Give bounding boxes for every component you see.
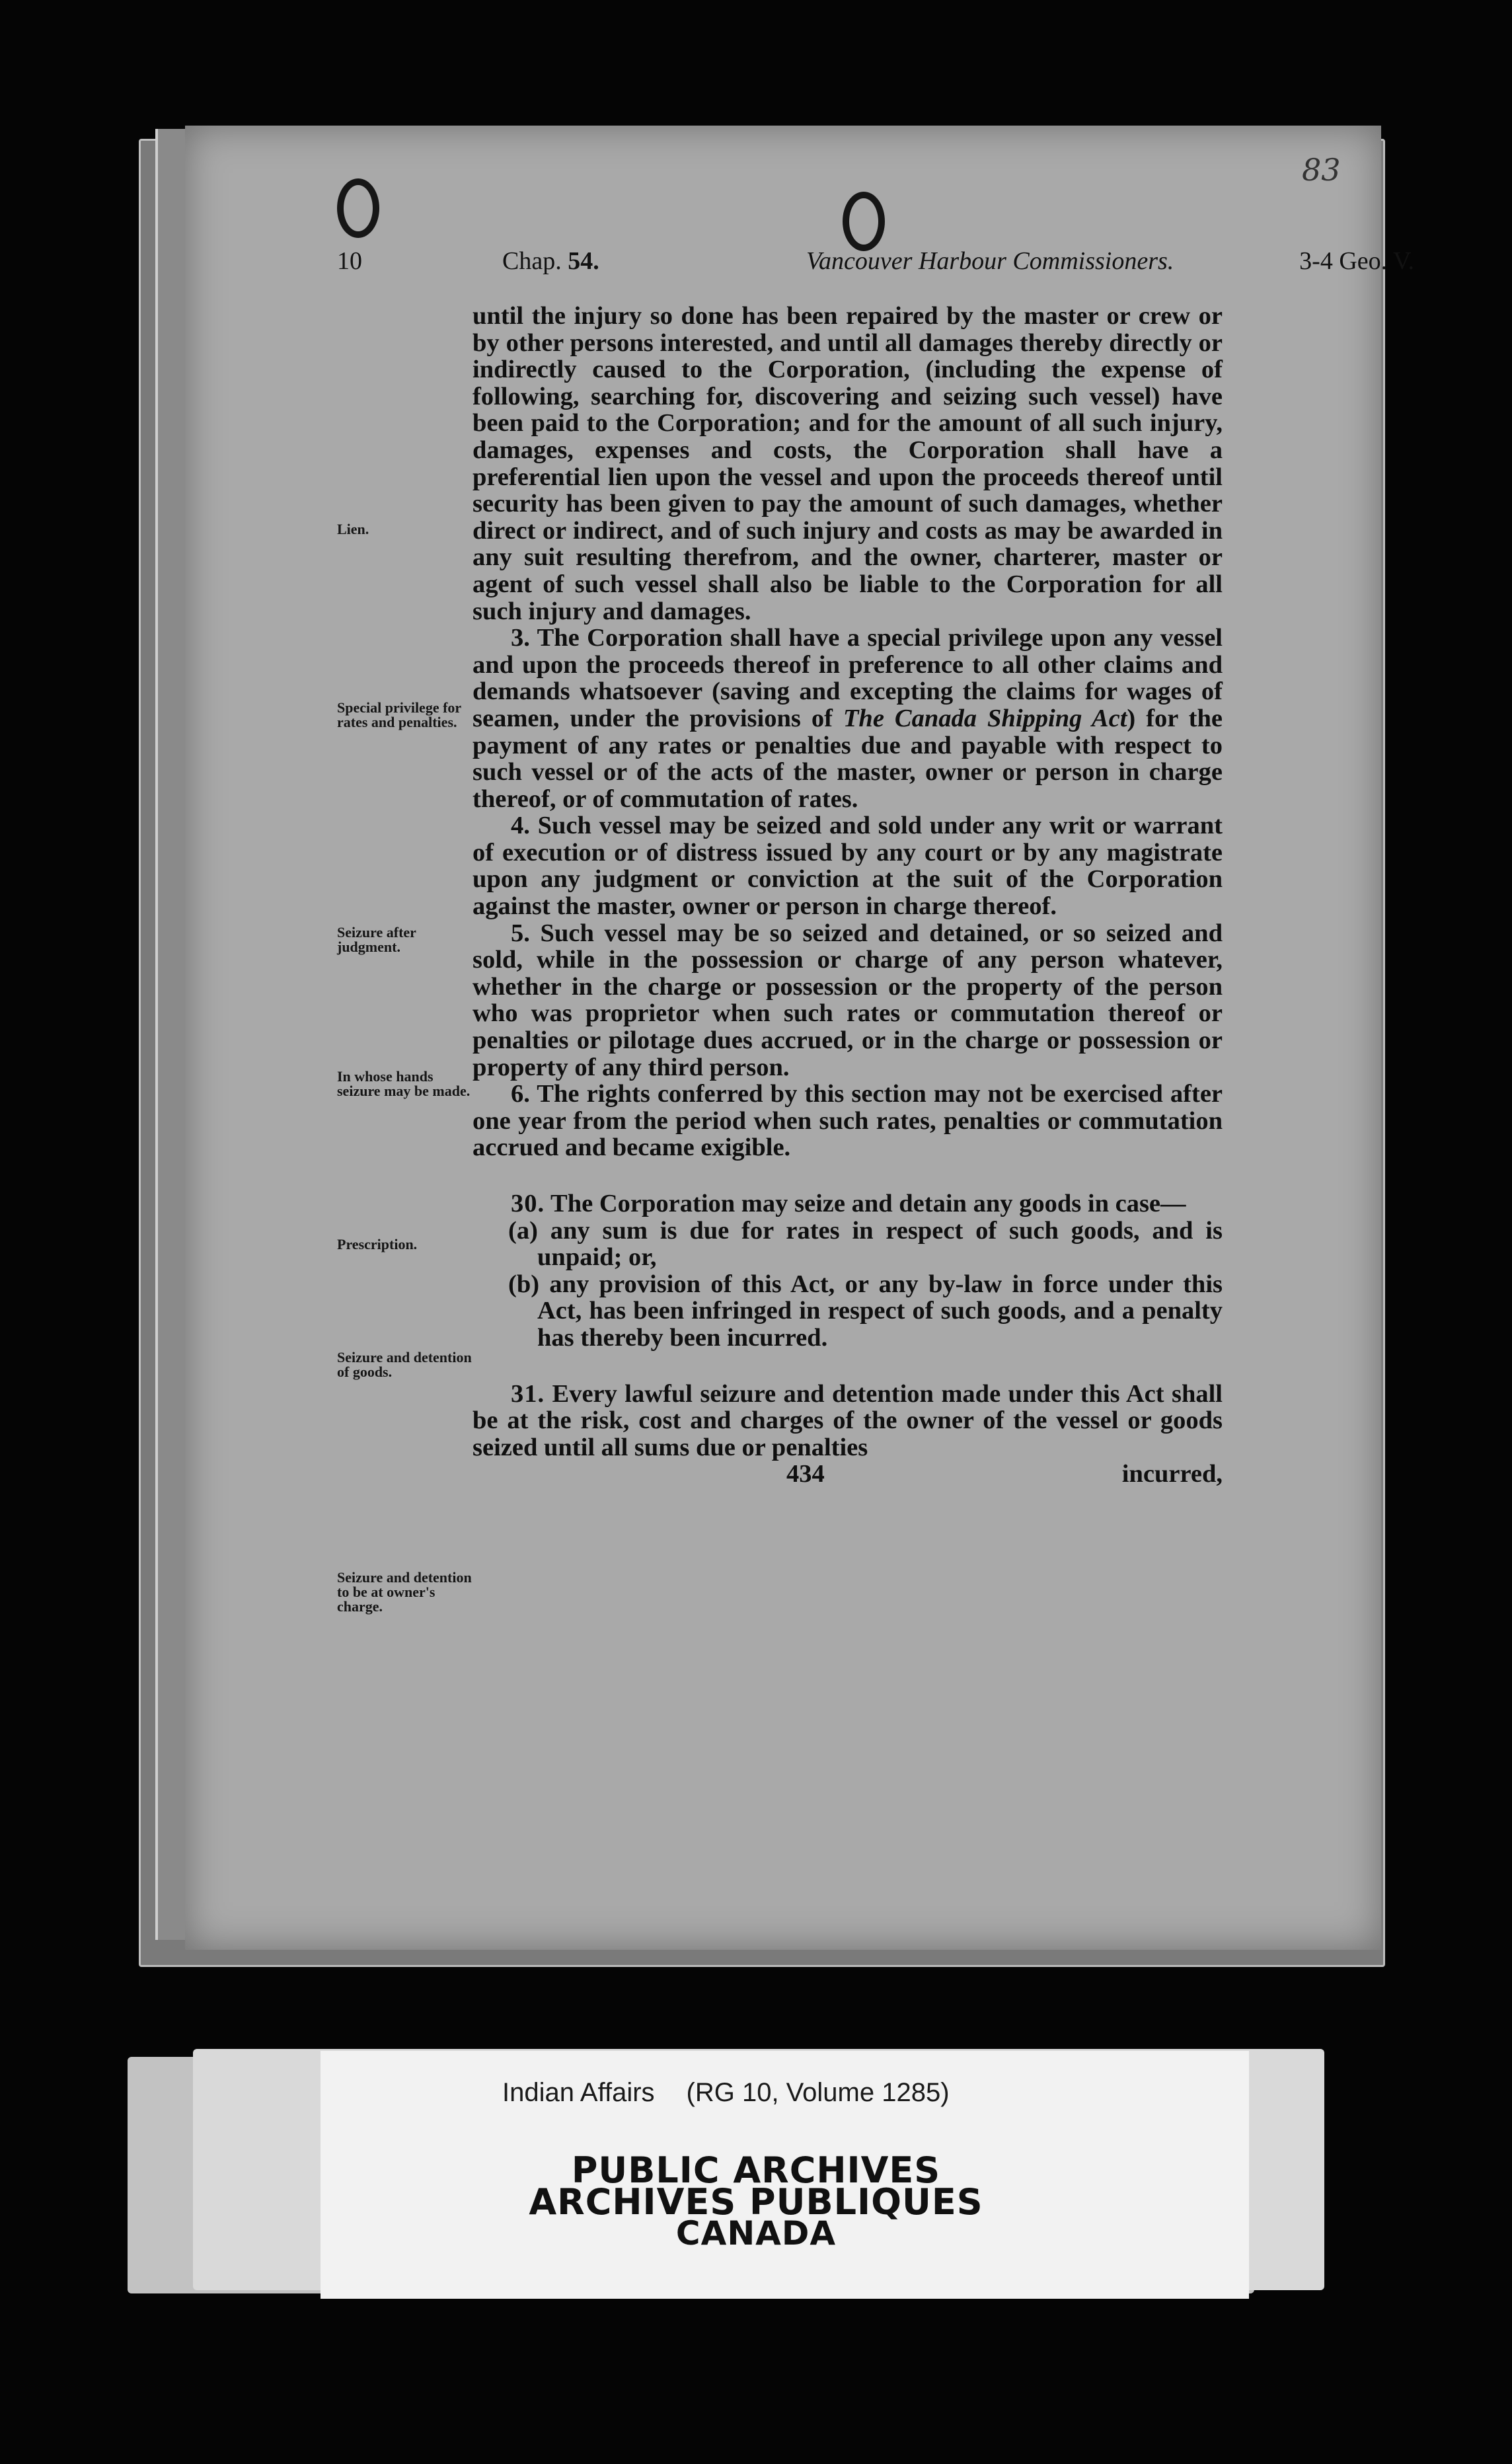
section-30: 30. The Corporation may seize and detain any goods in case— [511,1190,1186,1217]
paragraph-continuation: until the injury so done has been repaired by the master or crew or by other persons interested, and until all damages thereby directly or indirectly caused to the Corporation, (including the expense of following, searching for, discovering and seizing such vessel) have been paid to the Corporation; and for the amount of all such injury, damages, expenses and costs, the Corporation shall have a preferential lien upon the vessel and upon the proceeds thereof until security has been given to pay the amount of such damages, whether direct or indirect, and of such injury and costs as may be awarded in any suit resulting therefrom, and the owner, charterer, master or agent of such vessel shall also be liable to the Corporation for all such injury and damages. [472,302,1223,625]
section-30-clause-a: (a) any sum is due for rates in respect of such goods, and is unpaid; or, [508,1216,1223,1272]
collection-name: Indian Affairs [502,2078,655,2107]
page-header [337,247,1414,280]
footer-page-number: 434 [786,1460,825,1488]
section-31: 31. Every lawful seizure and detention made under this Act shall be at the risk, cost and charges of the owner of the vessel or goods seized until all sums due or penalties [472,1379,1223,1461]
stamp-line-2: ARCHIVES PUBLIQUES [529,2181,983,2223]
corner-mark: 83 [1302,152,1341,188]
session-label: 3-4 Geo. V. [1299,247,1414,275]
chapter-label: Chap. 54. [502,247,599,275]
paragraph-3: 3. The Corporation shall have a special privilege upon any vessel and upon the proceeds thereof in preference to all other claims and demands whatsoever (saving and excepting the claims for wages of seamen, under the provisions of The Canada Shipping Act) for the payment of any rates or penalties due and payable with respect to such vessel or of the acts of the master, owner or person in charge thereof, or of commutation of rates. [472,624,1223,813]
stamp-line-1: PUBLIC ARCHIVES [571,2149,941,2191]
paragraph-5: 5. Such vessel may be so seized and detained, or so seized and sold, while in the possession or charge of any person whatever, whether in the charge or possession or the property of the person who was proprietor when such rates or commutation thereof or penalties or pilotage dues accrued, or in the charge or possession or property of any third person. [472,919,1223,1081]
punch-hole-left [337,178,379,238]
document-page [185,126,1414,1950]
marginal-note-seizure-after-judgment: Seizure after judgment. [337,924,416,955]
paragraph-4: 4. Such vessel may be seized and sold under any writ or warrant of execution or of distress issued by any court or by any magistrate upon any judgment or conviction at the suit of the Corporation against the master, owner or person in charge thereof. [472,812,1223,921]
marginal-note-lien: Lien. [337,521,369,537]
act-name: The Canada Shipping Act [843,704,1127,732]
punch-hole-center [843,192,885,251]
volume-reference: (RG 10, Volume 1285) [686,2078,950,2107]
body-text [472,303,1223,1490]
marginal-note-special-privilege: Special privilege for rates and penalties. [337,699,461,730]
marginal-note-prescription: Prescription. [337,1236,418,1252]
marginal-note-owners-charge: Seizure and detention to be at owner's charge. [337,1569,472,1615]
paragraph-6: 6. The rights conferred by this section may not be exercised after one year from the period when such rates, penalties or commutation accrued and became exigible. [472,1080,1223,1162]
archive-reference [502,2078,950,2108]
stamp-line-3: CANADA [675,2214,837,2252]
footer-continuation: incurred, [1121,1460,1223,1488]
marginal-note-in-whose-hands: In whose hands seizure may be made. [337,1068,471,1099]
page-number: 10 [337,247,362,275]
page-footer [472,1461,1223,1490]
act-title: Vancouver Harbour Commissioners. [806,247,1174,275]
marginal-note-seizure-goods: Seizure and detention of goods. [337,1349,472,1380]
section-30-clause-b: (b) any provision of this Act, or any by-law in force under this Act, has been infringed in respect of such goods, and a penalty has thereby been incurred. [508,1270,1223,1352]
